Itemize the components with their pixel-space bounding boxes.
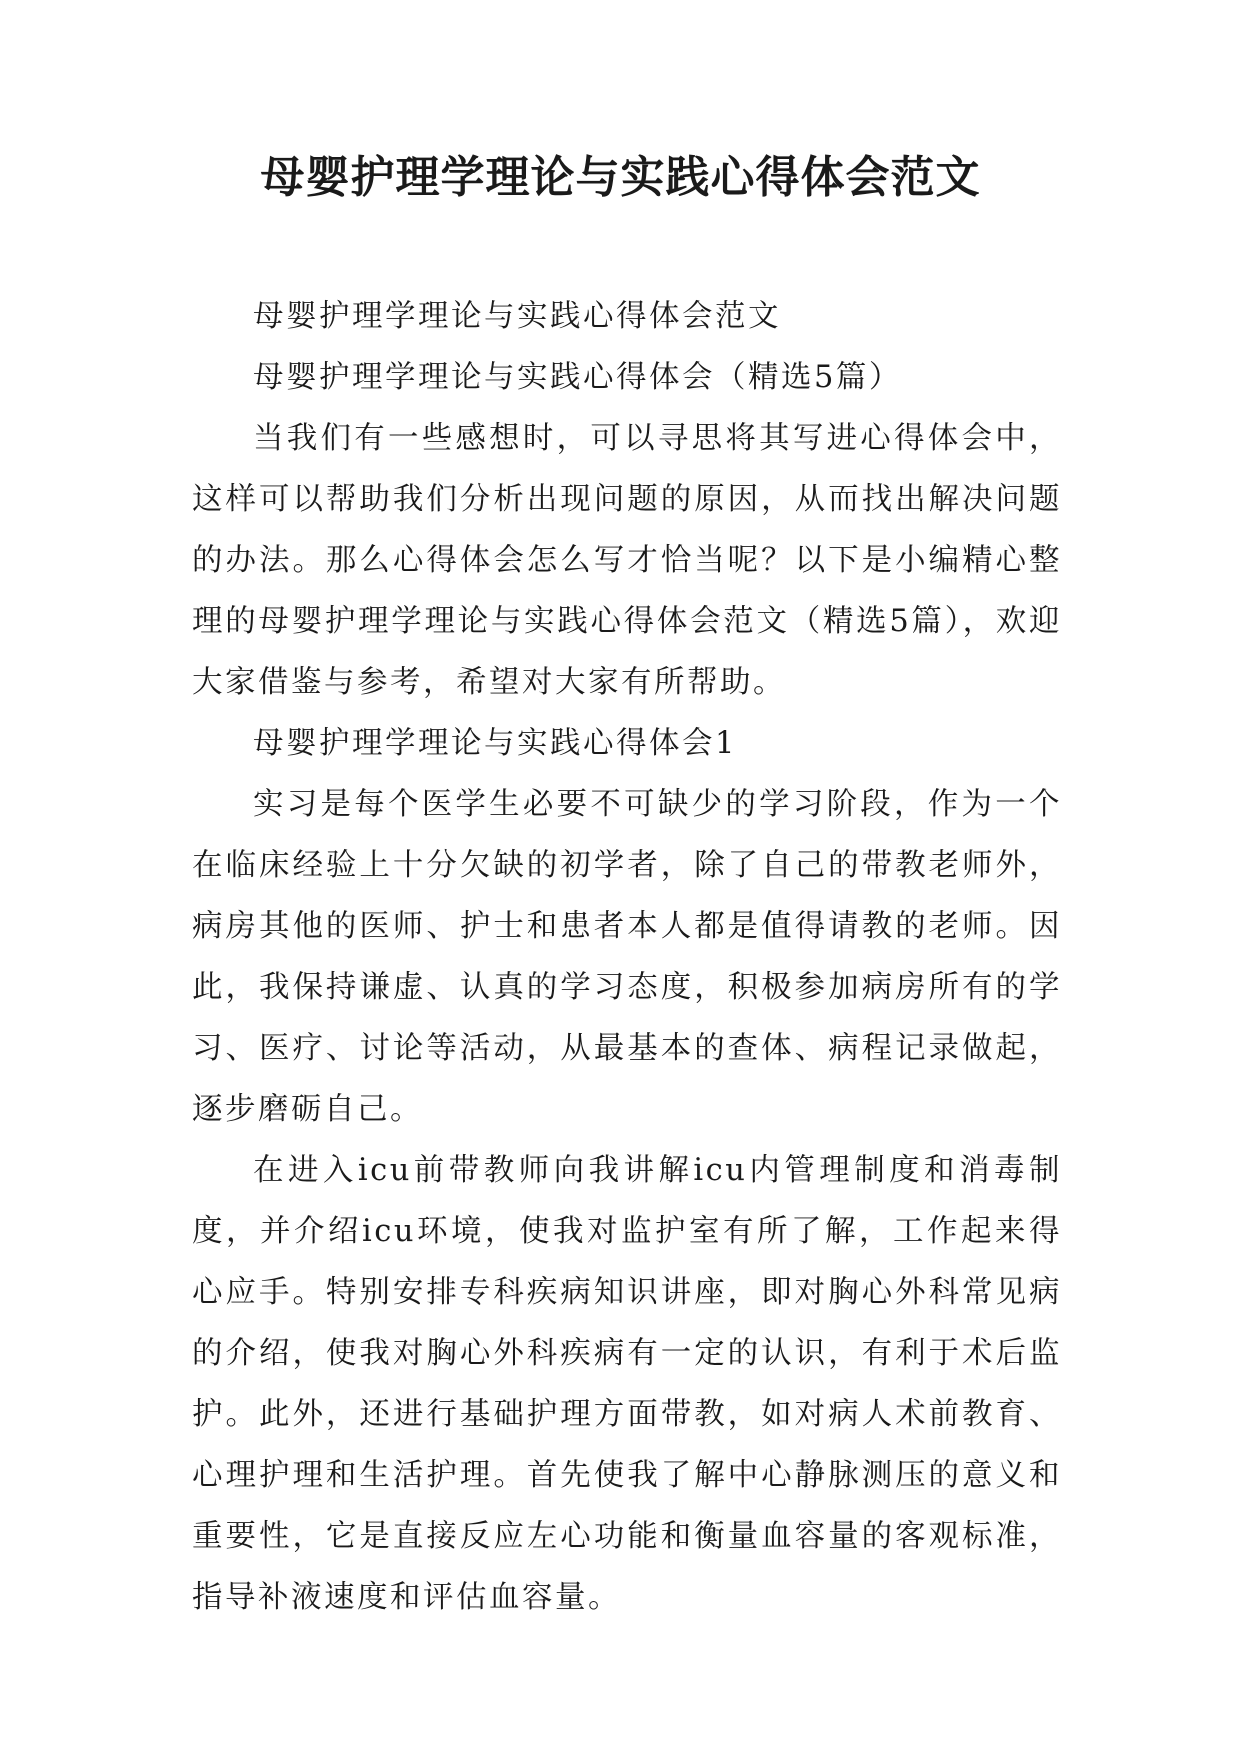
paragraph-intro: 当我们有一些感想时，可以寻思将其写进心得体会中，这样可以帮助我们分析出现问题的原因，从而找出解决问题的办法。那么心得体会怎么写才恰当呢？以下是小编精心整理的母婴护理学理论与实践心得体会范文（精选5篇），欢迎大家借鉴与参考，希望对大家有所帮助。 [192, 421, 1062, 700]
document-body [192, 286, 1062, 1628]
document-title: 母婴护理学理论与实践心得体会范文 [260, 152, 981, 203]
paragraph-internship: 实习是每个医学生必要不可缺少的学习阶段，作为一个在临床经验上十分欠缺的初学者，除了自己的带教老师外，病房其他的医师、护士和患者本人都是值得请教的老师。因此，我保持谦虚、认真的学习态度，积极参加病房所有的学习、医疗、讨论等活动，从最基本的查体、病程记录做起，逐步磨砺自己。 [192, 787, 1062, 1127]
paragraph-subtitle: 母婴护理学理论与实践心得体会范文 [253, 299, 781, 334]
paragraph-collection-title: 母婴护理学理论与实践心得体会（精选5篇） [253, 360, 902, 395]
paragraph-icu: 在进入icu前带教师向我讲解icu内管理制度和消毒制度，并介绍icu环境，使我对监护室有所了解，工作起来得心应手。特别安排专科疾病知识讲座，即对胸心外科常见病的介绍，使我对胸心外科疾病有一定的认识，有利于术后监护。此外，还进行基础护理方面带教，如对病人术前教育、心理护理和生活护理。首先使我了解中心静脉测压的意义和重要性，它是直接反应左心功能和衡量血容量的客观标准，指导补液速度和评估血容量。 [192, 1153, 1062, 1615]
section-heading-1: 母婴护理学理论与实践心得体会1 [253, 726, 737, 761]
